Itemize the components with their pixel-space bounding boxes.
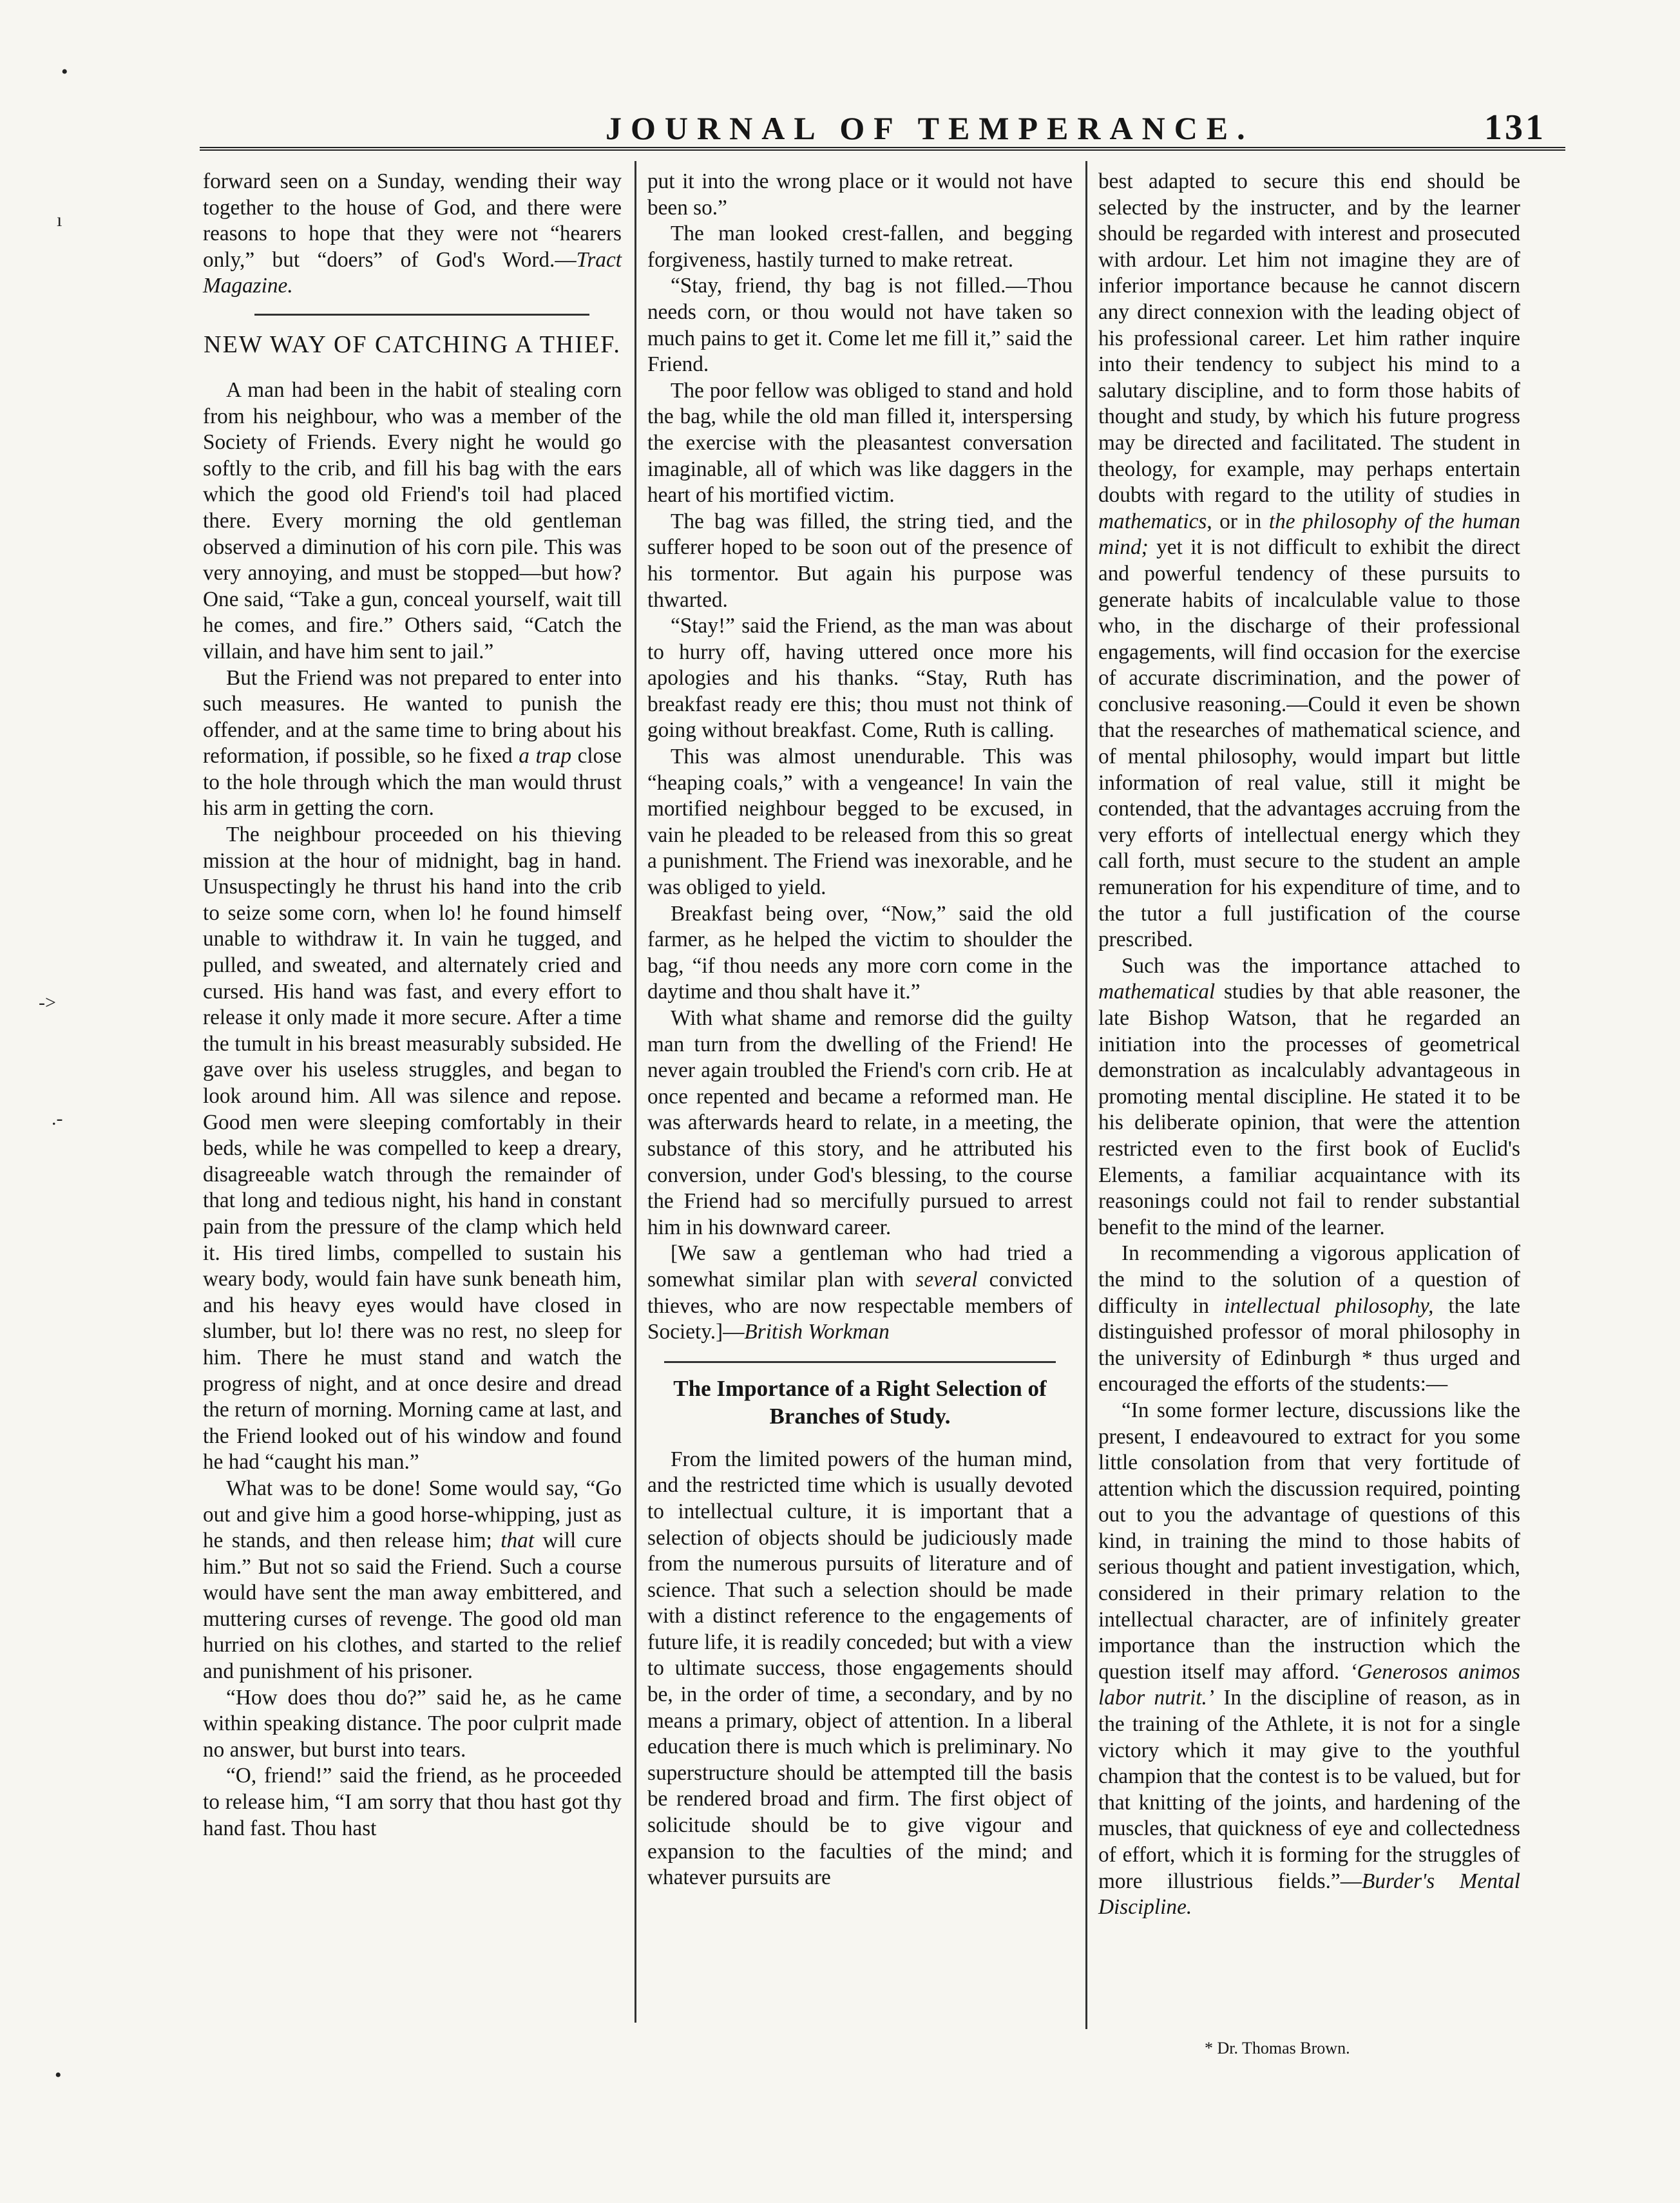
- paragraph: The bag was filled, the string tied, and the sufferer hoped to be soon out of the presence of his tormentor. But again his purpose was thwarted.: [647, 509, 1073, 612]
- paragraph: “O, friend!” said the friend, as he proceeded to release him, “I am sorry that thou hast got thy hand fast. Thou hast: [203, 1764, 622, 1840]
- text: convicted thieves, who are now respectable members of Society.]—: [647, 1267, 1073, 1344]
- stray-mark: •: [61, 61, 68, 82]
- emphasis: mathematics: [1098, 509, 1207, 533]
- text: best adapted to secure this end should be selected by the instructer, and by the learner should be regarded with interest and prosecuted with ardour. Let him not imagine they are of inferior importance because he cannot discern any direct connexion with the leading object of his professional career. Let him rather inquire into their tendency to subject his mind to a salutary discipline, and to form those habits of thought and study, by which his future progress may be directed and facilitated. The student in theology, for example, may perhaps entertain doubts with regard to the utility of studies in: [1098, 169, 1520, 508]
- text: the late distinguished professor of moral philosophy in the university of Edinburgh * thus urged and encouraged the efforts of the students:—: [1098, 1293, 1520, 1397]
- text: Such was the importance attached to: [1122, 953, 1520, 978]
- paragraph: [203, 1476, 622, 1685]
- stray-mark: ->: [39, 992, 56, 1013]
- text: What was to be done! Some would say, “Go out and give him a good horse-whipping, just as he stands, and then release him;: [203, 1476, 622, 1553]
- text: close to the hole through which the man would thrust his arm in getting the corn.: [203, 744, 622, 821]
- header-rule: [200, 147, 1565, 151]
- source-citation: British Workman: [744, 1320, 890, 1344]
- paragraph: [1098, 1398, 1520, 1921]
- article-heading: NEW WAY OF CATCHING A THIEF.: [204, 330, 621, 358]
- paragraph: The poor fellow was obliged to stand and hold the bag, while the old man filled it, interspersing the exercise with the pleasantest conversation imaginable, all of which was like daggers in the heart of his mortified victim.: [647, 378, 1073, 508]
- separator: [254, 314, 589, 316]
- paragraph: put it into the wrong place or it would not have been so.”: [647, 169, 1073, 220]
- paragraph: [203, 169, 622, 300]
- column-1: [203, 169, 622, 1842]
- paragraph: [1098, 1241, 1520, 1398]
- emphasis: several: [915, 1267, 978, 1292]
- paragraph: “How does thou do?” said he, as he came within speaking distance. The poor culprit made no answer, but burst into tears.: [203, 1685, 622, 1762]
- text: studies by that able reasoner, the late Bishop Watson, that he regarded an initiation into the processes of geometrical demonstration as incalculably advantageous in promoting mental discipline. He stated it to be his deliberate opinion, that were the attention restricted even to the first book of Euclid's Elements, a familiar acquaintance with its reasonings could not fail to render substantial benefit to the mind of the learner.: [1098, 980, 1520, 1239]
- text: In the discipline of reason, as in the training of the Athlete, it is not for a single victory which it may give to the youthful champion that the contest is to be valued, but for that knitting of the joints, and hardening of the muscles, that quickness of eye and collectedness of effort, which it is forming for the struggles of more illustrious fields.”—: [1098, 1686, 1520, 1893]
- page-number: 131: [1484, 108, 1546, 148]
- paragraph: [1098, 953, 1520, 1241]
- paragraph: This was almost unendurable. This was “heaping coals,” with a vengeance! In vain the mortified neighbour begged to be excused, in vain he pleaded to be released from this so great a punishment. The Friend was inexorable, and he was obliged to yield.: [647, 745, 1073, 900]
- footnote: * Dr. Thomas Brown.: [1205, 2039, 1350, 2057]
- text: yet it is not difficult to exhibit the direct and powerful tendency of these pursuits to generate habits of incalculable value to those who, in the discharge of their professional engagements, will find occasion for the exercise of accurate discrimination, and the power of conclusive reasoning.—Could it even be shown that the researches of mathematical science, and of mental philosophy, would impart but little information of real value, still it might be contended, that the advantages accruing from the very efforts of intellectual energy which they call forth, must secure to the student an ample remuneration for his expenditure of time, and to the tutor a full justification of the course prescribed.: [1098, 535, 1520, 952]
- paragraph: With what shame and remorse did the guilty man turn from the dwelling of the Friend! He never again troubled the Friend's corn crib. He at once repented and became a reformed man. He was afterwards heard to relate, in a meeting, the substance of this story, and he attributed his conversion, under God's blessing, to the course the Friend had so mercifully pursued to arrest him in his downward career.: [647, 1006, 1073, 1239]
- text: , or in: [1207, 509, 1269, 533]
- emphasis: mathematical: [1098, 980, 1216, 1004]
- text: forward seen on a Sunday, wending their way together to the house of God, and there were reasons to hope that they were not “hearers only,” but “doers” of God's Word.—: [203, 169, 622, 272]
- text: [We saw a gentleman who had tried a somewhat similar plan with: [647, 1241, 1073, 1292]
- source-citation: Burder's Mental Discipline.: [1098, 1869, 1520, 1920]
- emphasis: intellectual philosophy,: [1224, 1293, 1434, 1318]
- paragraph: A man had been in the habit of stealing corn from his neighbour, who was a member of the Society of Friends. Every night he would go softly to the crib, and fill his bag with the ears which the good old Friend's toil had placed there. Every morning the old gentleman observed a diminution of his corn pile. This was very annoying, and must be stopped—but how? One said, “Take a gun, conceal yourself, wait till he comes, and fire.” Others said, “Catch the villain, and have him sent to jail.”: [203, 377, 622, 663]
- paragraph: The man looked crest-fallen, and begging forgiveness, hastily turned to make retreat.: [647, 222, 1073, 272]
- emphasis: that: [501, 1529, 535, 1553]
- paragraph: The neighbour proceeded on his thieving mission at the hour of midnight, bag in hand. Unsuspectingly he thrust his hand into the crib to seize some corn, when lo! he found himself unable to withdraw it. In vain he tugged, and pulled, and sweated, and alternately cried and cursed. His hand was fast, and every effort to release it only made it more secure. After a time the tumult in his breast measurably subsided. He gave over his useless struggles, and began to look around him. All was silence and repose. Good men were sleeping comfortably in their beds, while he was compelled to keep a dreary, disagreeable watch through the remainder of that long and tedious night, his hand in constant pain from the pressure of the clamp which held it. His tired limbs, compelled to sustain his weary body, would fain have sunk beneath him, and his heavy eyes would have closed in slumber, but lo! there was no rest, no sleep for him. There he must stand and watch the progress of night, and at once desire and dread the return of morning. Morning came at last, and the Friend looked out of his window and found he had “caught his man.”: [203, 823, 622, 1474]
- text: “In some former lecture, discussions like the present, I endeavoured to extract for you some little consolation from that very fortitude of attention which the discussion required, pointing out to you the advantage of questions of this kind, in training the mind to those habits of serious thought and patient investigation, which, considered in their primary relation to the intellectual character, are of infinitely greater importance than the instruction which the question itself may afford.: [1098, 1398, 1520, 1684]
- column-3: [1098, 169, 1520, 1921]
- paragraph: “Stay, friend, thy bag is not filled.—Thou needs corn, or thou would not have taken so much pains to get it. Come let me fill it,” said the Friend.: [647, 274, 1073, 377]
- emphasis: ‘Generosos animos labor nutrit.’: [1098, 1659, 1520, 1710]
- running-title: JOURNAL OF TEMPERANCE.: [606, 110, 1254, 146]
- text: In recommending a vigorous application of the mind to the solution of a question of difficulty in: [1098, 1241, 1520, 1318]
- paragraph: [1098, 169, 1520, 953]
- stray-mark: •: [55, 2065, 62, 2086]
- emphasis: a trap: [519, 744, 571, 768]
- paragraph: [647, 1241, 1073, 1345]
- paragraph: Breakfast being over, “Now,” said the old farmer, as he helped the victim to shoulder the bag, “if thou needs any more corn come in the daytime and thou shalt have it.”: [647, 901, 1073, 1004]
- paragraph: “Stay!” said the Friend, as the man was about to hurry off, having uttered once more his apologies and his thanks. “Stay, Ruth has breakfast ready ere this; thou must not think of going without breakfast. Come, Ruth is calling.: [647, 614, 1073, 743]
- stray-mark: ı: [57, 209, 62, 231]
- column-2: [647, 169, 1073, 1891]
- column-divider-1: [635, 161, 636, 2023]
- paragraph: [203, 665, 622, 823]
- text: will cure him.” But not so said the Friend. Such a course would have sent the man away embittered, and muttering curses of revenge. The good old man hurried on his clothes, and started to the relief and punishment of his prisoner.: [203, 1529, 622, 1684]
- emphasis: the philosophy of the human mind;: [1098, 509, 1520, 560]
- column-divider-2: [1085, 161, 1087, 2029]
- article-heading: The Importance of a Right Selection of Branches of Study.: [673, 1375, 1047, 1429]
- separator: [664, 1361, 1055, 1363]
- text: But the Friend was not prepared to enter into such measures. He wanted to punish the offender, and at the same time to bring about his reformation, if possible, so he fixed: [203, 665, 622, 768]
- source-citation: Tract Magazine.: [203, 247, 622, 298]
- paragraph: From the limited powers of the human mind, and the restricted time which is usually devoted to intellectual culture, it is important that a selection of objects should be judiciously made from the numerous pursuits of literature and of science. That such a selection should be made with a distinct reference to the engagements of future life, it is readily conceded; but with a view to ultimate success, those engagements should be, in the order of time, a secondary, and by no means a primary, object of attention. In a liberal education there is much which is preliminary. No superstructure should be attempted till the basis be rendered broad and firm. The first object of solicitude should be to give vigour and expansion to the faculties of the mind; and whatever pursuits are: [647, 1447, 1073, 1890]
- stray-mark: .-: [52, 1108, 63, 1129]
